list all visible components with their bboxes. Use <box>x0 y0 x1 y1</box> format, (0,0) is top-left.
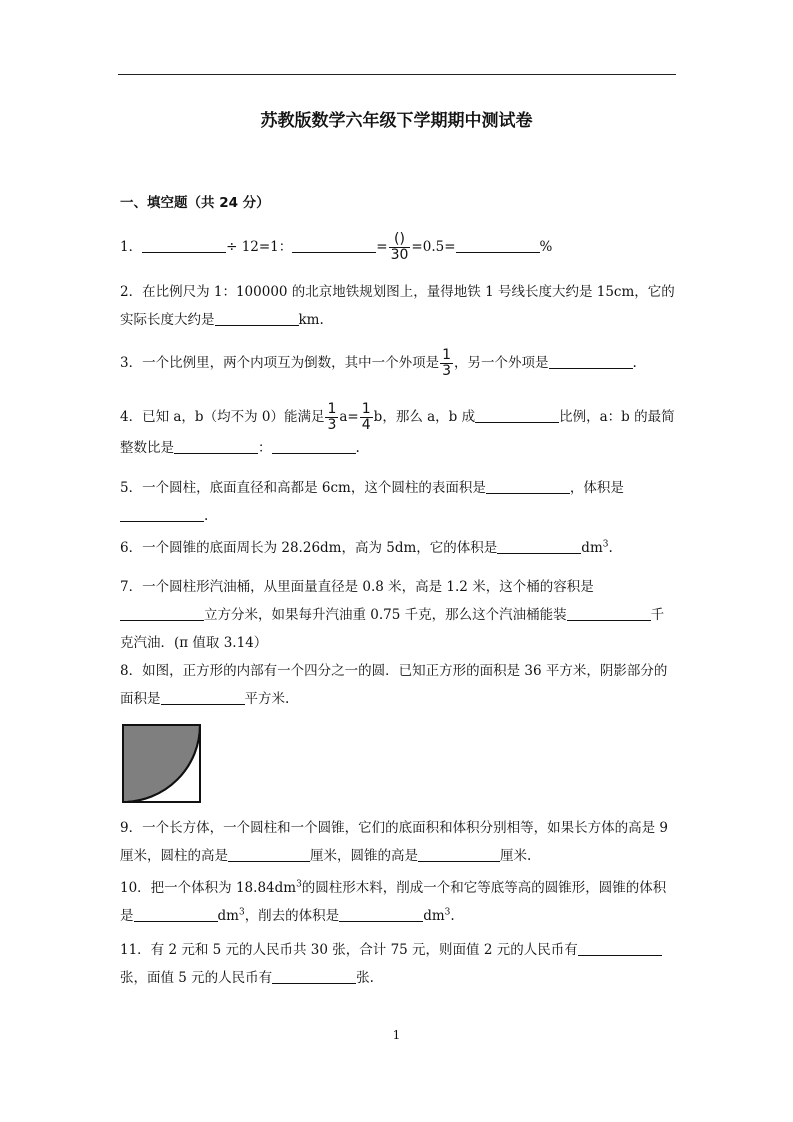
answer-blank[interactable] <box>215 310 299 326</box>
question-1: 1． ÷ 12=1： = $\frac{()}{30}$ =0.5= % <box>120 231 553 263</box>
answer-blank[interactable] <box>497 538 581 554</box>
header-rule <box>118 74 676 75</box>
fraction: $\frac{()}{30}$ <box>390 231 409 263</box>
question-4: 4．已知 a，b（均不为 0）能满足 $\frac{1}{3}$ a= $\frac{1}{4}$ b，那么 a，b 成 比例，a：b 的最简整数比是 ： . <box>120 401 675 456</box>
question-11: 11．有 2 元和 5 元的人民币共 30 张，合计 75 元，则面值 2 元的人民币有张，面值 5 元的人民币有 张. <box>120 936 676 992</box>
answer-blank[interactable] <box>134 906 218 922</box>
answer-blank[interactable] <box>567 605 651 621</box>
answer-blank[interactable] <box>142 237 226 253</box>
answer-blank[interactable] <box>475 407 559 423</box>
question-10: 10．把一个体积为 $18.84dm^3$的圆柱形木料，削成一个和它等底等高的圆锥形，圆锥的体积是 $dm^3$，削去的体积是 $dm^3$. <box>120 879 667 924</box>
answer-blank[interactable] <box>418 846 500 862</box>
answer-blank[interactable] <box>549 353 633 369</box>
question-2: 2．在比例尺为 1：100000 的北京地铁规划图上，量得地铁 1 号线长度大约是 15cm，它的实际长度大约是 km. <box>120 284 675 328</box>
fraction: $\frac{1}{3}$ <box>442 347 452 379</box>
answer-blank[interactable] <box>272 438 356 454</box>
answer-blank[interactable] <box>292 237 376 253</box>
fraction: $\frac{1}{4}$ <box>361 401 371 433</box>
answer-blank[interactable] <box>272 968 356 984</box>
answer-blank[interactable] <box>120 506 204 522</box>
answer-blank[interactable] <box>486 478 570 494</box>
question-5: 5．一个圆柱，底面直径和高都是 6cm，这个圆柱的表面积是 ，体积是. <box>120 480 624 524</box>
answer-blank[interactable] <box>228 846 310 862</box>
section-heading-fill-in: 一、填空题（共 24 分） <box>120 195 270 211</box>
question-8: 8．如图，正方形的内部有一个四分之一的圆．已知正方形的面积是 36 平方米，阴影部分的面积是 平方米. <box>120 663 668 707</box>
answer-blank[interactable] <box>161 689 245 705</box>
answer-blank[interactable] <box>456 237 540 253</box>
page-title: 苏教版数学六年级下学期期中测试卷 <box>260 111 533 131</box>
fraction: $\frac{1}{3}$ <box>327 401 337 433</box>
question-7: 7．一个圆柱形汽油桶，从里面量直径是 0.8 米，高是 1.2 米，这个桶的容积是立方分米，如果每升汽油重 0.75 千克，那么这个汽油桶能装 千克汽油．(π 值取 3.14） <box>120 579 665 651</box>
question-6: 6．一个圆锥的底面周长为 28.26dm，高为 5dm，它的体积是 $dm^3$. <box>120 539 613 556</box>
quarter-circle-square-figure <box>122 724 202 804</box>
question-9: 9．一个长方体，一个圆柱和一个圆锥，它们的底面积和体积分别相等，如果长方体的高是 9 厘米，圆柱的高是 厘米，圆锥的高是 厘米. <box>120 820 668 864</box>
answer-blank[interactable] <box>339 906 423 922</box>
answer-blank[interactable] <box>578 940 662 956</box>
question-3: 3．一个比例里，两个内项互为倒数，其中一个外项是 $\frac{1}{3}$ ，另一个外项是 . <box>120 347 637 379</box>
answer-blank[interactable] <box>174 438 258 454</box>
answer-blank[interactable] <box>120 605 204 621</box>
page-number: 1 <box>392 1028 401 1042</box>
